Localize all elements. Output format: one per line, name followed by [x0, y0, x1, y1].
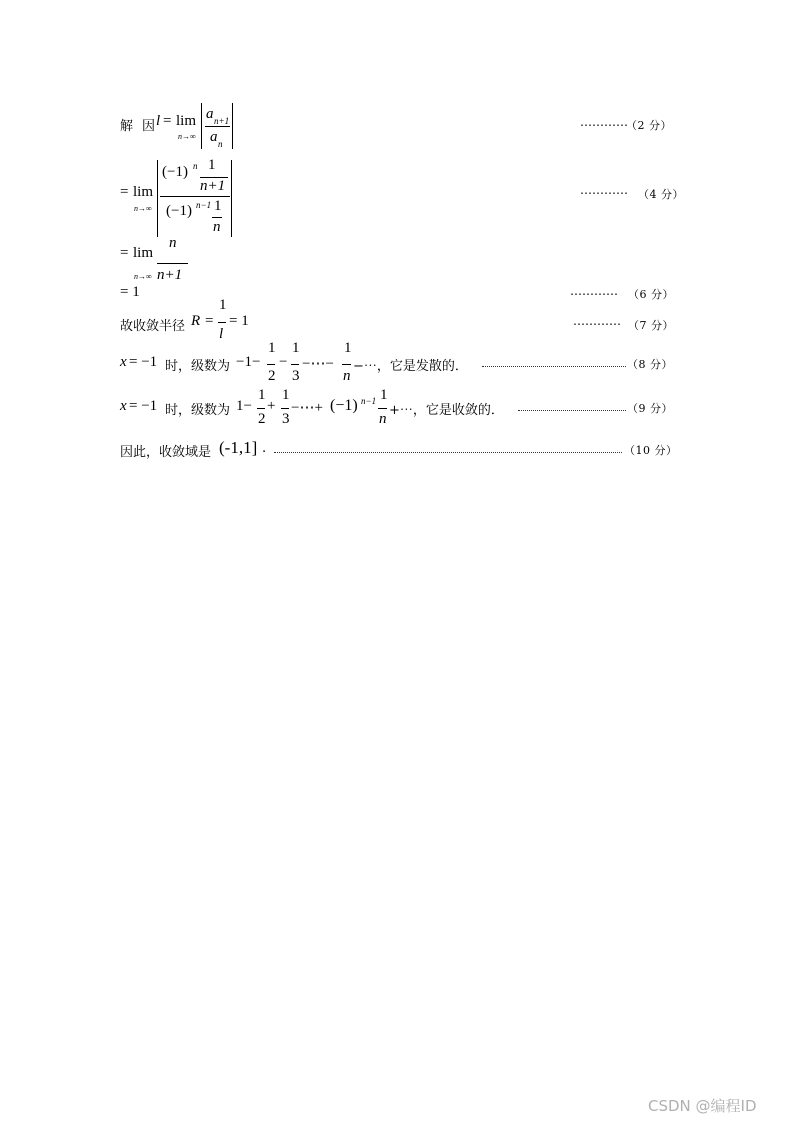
score-dots: …………	[580, 115, 628, 129]
score-8: （8 分）	[627, 358, 673, 371]
watermark: CSDN @编程ID	[648, 1097, 757, 1115]
series-start: −1−	[236, 354, 261, 370]
frac1-num: 1	[258, 387, 266, 403]
solution-label: 解	[120, 119, 134, 134]
frac1-bar	[267, 364, 275, 365]
equals-sign: =	[120, 245, 129, 261]
series-text: 时，级数为	[165, 359, 231, 374]
inner-fraction-bar	[212, 217, 222, 218]
score-10: （10 分）	[624, 444, 678, 457]
equals-sign: =	[163, 113, 172, 129]
var-R: R	[191, 313, 201, 329]
abs-bar-right	[231, 160, 232, 237]
score-2: （2 分）	[626, 119, 672, 132]
frac1-num: 1	[268, 340, 276, 356]
because-text: 因	[142, 119, 156, 134]
top-inner-denominator: n+1	[200, 178, 226, 194]
top-exponent: n	[193, 161, 198, 171]
ellipsis-terms: −⋯−	[302, 356, 334, 372]
score-dots: …………	[573, 314, 621, 328]
equals-sign: =	[120, 184, 129, 200]
lim-subscript: n→∞	[134, 272, 152, 281]
frac3-den: n	[379, 411, 387, 427]
frac3-bar	[342, 364, 351, 365]
equals-neg-one: = −1	[129, 398, 158, 414]
sign-paren: (−1)	[330, 397, 358, 414]
dot-leader	[482, 366, 626, 367]
fraction-bar	[157, 263, 188, 264]
denominator-subscript: n	[218, 139, 223, 149]
bottom-exponent: n−1	[196, 200, 212, 210]
equals-sign: =	[205, 313, 214, 329]
lim-operator: lim	[176, 113, 197, 129]
bottom-paren: (−1)	[166, 203, 192, 219]
plus-sign: +	[267, 398, 276, 414]
frac2-bar	[291, 364, 299, 365]
frac2-num: 1	[282, 387, 290, 403]
lim-subscript: n→∞	[134, 204, 152, 213]
top-inner-numerator: 1	[208, 157, 216, 173]
var-x: x	[120, 354, 127, 370]
score-7: （7 分）	[628, 319, 674, 332]
numerator-n: n	[169, 235, 177, 251]
abs-bar-left	[157, 160, 158, 237]
denominator-a: a	[210, 129, 218, 145]
frac2-bar	[281, 408, 289, 409]
score-4: （4 分）	[638, 188, 684, 201]
denominator-n-plus-1: n+1	[157, 267, 183, 283]
abs-bar-right	[232, 103, 233, 149]
lim-subscript: n→∞	[178, 132, 196, 141]
bottom-inner-numerator: 1	[214, 198, 222, 214]
var-l: l	[156, 113, 161, 129]
fraction-denominator: l	[219, 326, 224, 342]
lim-operator: lim	[133, 245, 154, 261]
abs-bar-left	[201, 103, 202, 149]
fraction-bar	[205, 126, 230, 127]
frac1-den: 2	[258, 411, 266, 427]
score-6: （6 分）	[628, 288, 674, 301]
lim-operator: lim	[133, 184, 154, 200]
divergent-text: −⋯，它是发散的．	[353, 359, 468, 374]
period: .	[262, 441, 267, 456]
frac3-den: n	[343, 368, 351, 384]
frac2-den: 3	[292, 368, 300, 384]
top-paren: (−1)	[162, 164, 188, 180]
score-9: （9 分）	[627, 402, 673, 415]
score-dots: …………	[580, 183, 628, 197]
numerator-subscript: n+1	[214, 116, 230, 126]
frac1-bar	[257, 408, 265, 409]
exponent: n−1	[361, 396, 377, 406]
series-text: 时，级数为	[165, 403, 231, 418]
equals-neg-one: = −1	[129, 354, 158, 370]
fraction-numerator: 1	[219, 297, 227, 313]
bottom-inner-denominator: n	[213, 219, 221, 235]
series-start: 1−	[236, 398, 252, 414]
frac3-num: 1	[344, 340, 352, 356]
frac3-num: 1	[380, 387, 388, 403]
ellipsis-terms: −⋯+	[291, 400, 323, 416]
score-dots: …………	[570, 284, 618, 298]
interval: (-1,1]	[219, 438, 258, 457]
frac1-den: 2	[268, 368, 276, 384]
dot-leader	[274, 452, 622, 453]
result-equals-one: = 1	[120, 284, 140, 300]
numerator-a: a	[206, 106, 214, 122]
radius-text: 故收敛半径	[120, 319, 186, 334]
convergent-text: +⋯，它是收敛的．	[389, 403, 504, 418]
frac2-den: 3	[282, 411, 290, 427]
conclusion-text: 因此，收敛域是	[120, 445, 212, 460]
dot-leader	[518, 410, 626, 411]
frac2-num: 1	[292, 340, 300, 356]
var-x: x	[120, 398, 127, 414]
fraction-bar	[218, 322, 226, 323]
frac3-bar	[378, 408, 387, 409]
main-fraction-bar	[160, 196, 230, 197]
minus-sign: −	[279, 354, 288, 370]
result-one: = 1	[229, 313, 249, 329]
